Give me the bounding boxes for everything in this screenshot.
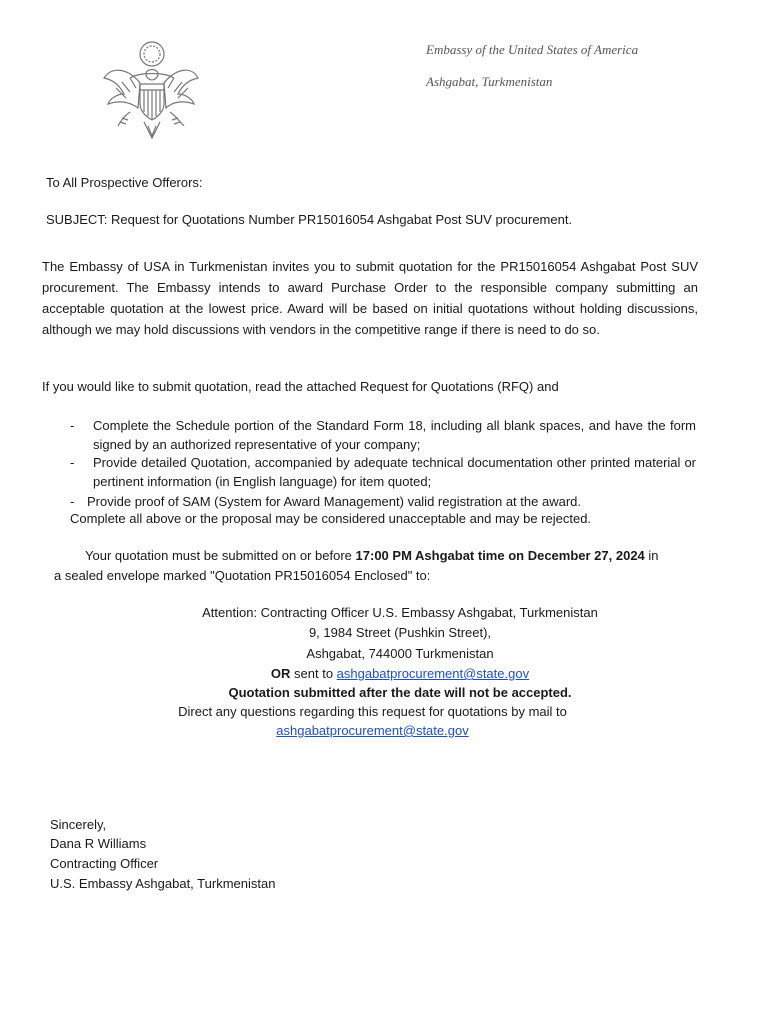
list-dash: - [70, 494, 75, 509]
list-item [70, 453, 696, 491]
closing: Sincerely, [50, 817, 107, 832]
completion-note: Complete all above or the proposal may be considered unacceptable and may be rejected. [70, 511, 592, 526]
deadline-datetime: 17:00 PM Ashgabat time on December 27, 2024 [355, 548, 645, 563]
address-attention: Attention: Contracting Officer U.S. Embassy Ashgabat, Turkmenistan [202, 605, 598, 620]
list-item-text: Provide detailed Quotation, accompanied by adequate technical documentation other printed material or pertinent information (in English language) for item quoted; [93, 455, 696, 489]
subject-line: SUBJECT: Request for Quotations Number PR15016054 Ashgabat Post SUV procurement. [46, 212, 573, 227]
deadline-line [85, 548, 659, 563]
list-dash: - [70, 418, 75, 433]
embassy-location-header: Ashgabat, Turkmenistan [426, 74, 553, 89]
salutation: To All Prospective Offerors: [46, 175, 203, 190]
deadline-envelope-line: a sealed envelope marked "Quotation PR15016054 Enclosed" to: [54, 568, 431, 583]
questions-line: Direct any questions regarding this request for quotations by mail to [178, 704, 567, 719]
signer-title: Contracting Officer [50, 856, 159, 871]
address-street: 9, 1984 Street (Pushkin Street), [308, 625, 492, 640]
list-item-text: Provide proof of SAM (System for Award Management) valid registration at the award. [87, 494, 581, 509]
list-dash: - [70, 455, 75, 470]
signer-office: U.S. Embassy Ashgabat, Turkmenistan [50, 876, 276, 891]
list-item [70, 492, 696, 511]
instruction-line: If you would like to submit quotation, read the attached Request for Quotations (RFQ) and [42, 379, 559, 394]
questions-email-link[interactable]: ashgabatprocurement@state.gov [276, 723, 469, 738]
address-city: Ashgabat, 744000 Turkmenistan [306, 646, 494, 661]
deadline-suffix: in [644, 548, 659, 563]
embassy-name-header: Embassy of the United States of America [426, 42, 639, 57]
list-item-text: Complete the Schedule portion of the Standard Form 18, including all blank spaces, and have the form signed by an authorized representative of your company; [93, 418, 696, 452]
procurement-email-link[interactable]: ashgabatprocurement@state.gov [336, 666, 530, 681]
signer-name: Dana R Williams [50, 836, 147, 851]
late-notice: Quotation submitted after the date will not be accepted. [228, 685, 572, 700]
email-option-line [0, 666, 770, 681]
embassy-seal-logo [100, 38, 200, 142]
sent-to-text: sent to [290, 666, 337, 681]
or-label: OR [270, 666, 291, 681]
list-item [70, 416, 696, 454]
deadline-prefix: Your quotation must be submitted on or before [85, 548, 356, 563]
intro-paragraph: The Embassy of USA in Turkmenistan invites you to submit quotation for the PR15016054 Ashgabat Post SUV procurement. The Embassy intends to award Purchase Order to the responsible company submitting an acceptable quotation at the lowest price. Award will be based on initial quotations without holding discussions, although we may hold discussions with vendors in the competitive range if there is need to do so. [42, 259, 698, 337]
